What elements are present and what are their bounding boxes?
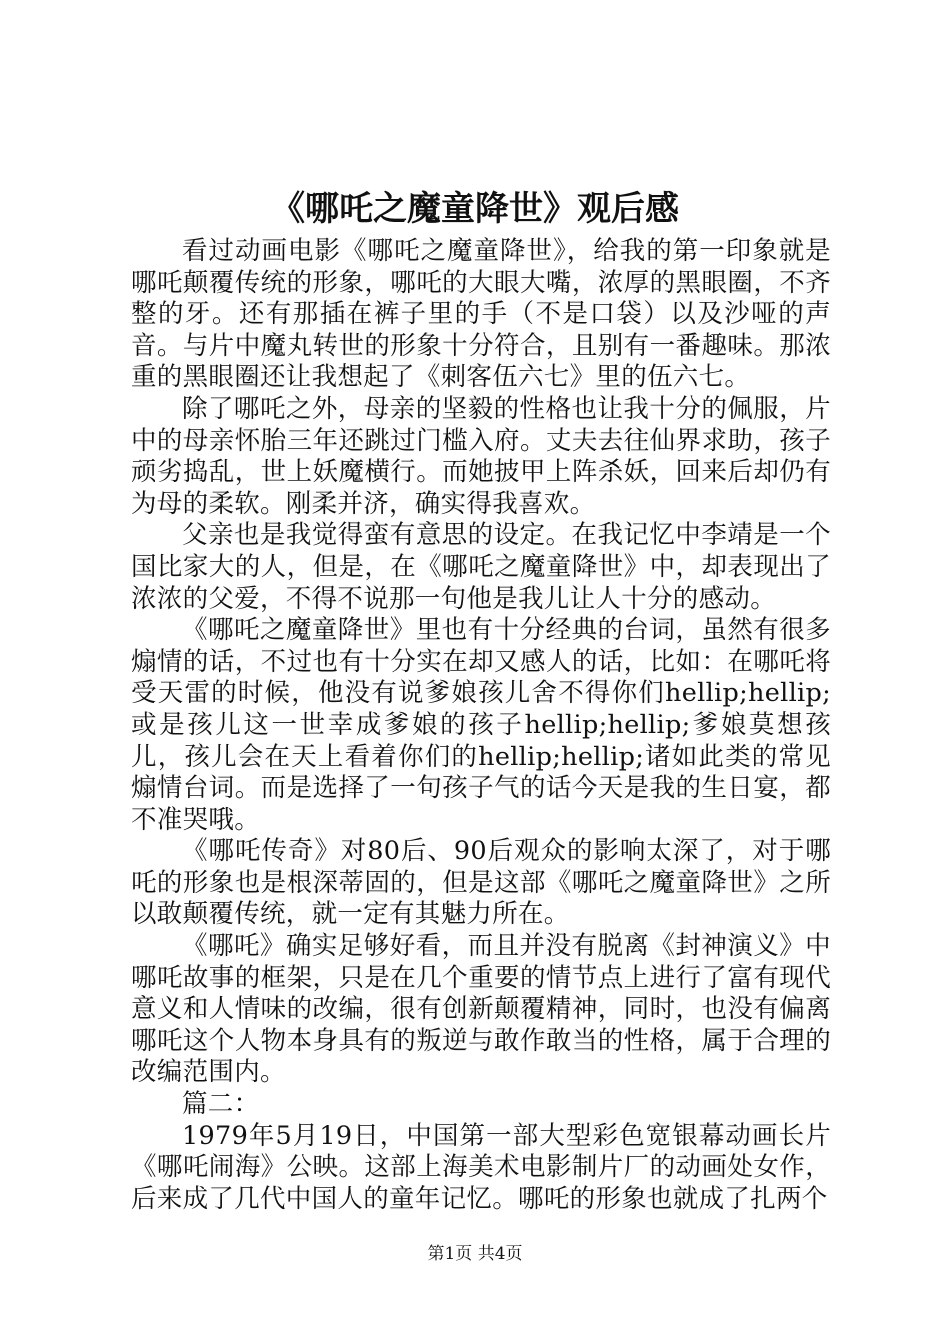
document-title: 《哪吒之魔童降世》观后感 [271,189,679,229]
paragraph-8: 1979年5月19日，中国第一部大型彩色宽银幕动画长片《哪吒闹海》公映。这部上海美术电影制片厂的动画处女作，后来成了几代中国人的童年记忆。哪吒的形象也就成了扎两个 [131,1120,831,1214]
paragraph-2: 除了哪吒之外，母亲的坚毅的性格也让我十分的佩服，片中的母亲怀胎三年还跳过门槛入府。丈夫去往仙界求助，孩子顽劣捣乱，世上妖魔横行。而她披甲上阵杀妖，回来后却仍有为母的柔软。刚柔并济，确实得我喜欢。 [131,393,831,519]
paragraph-6: 《哪吒》确实足够好看，而且并没有脱离《封神演义》中哪吒故事的框架，只是在几个重要的情节点上进行了富有现代意义和人情味的改编，很有创新颠覆精神，同时，也没有偏离哪吒这个人物本身具有的叛逆与敢作敢当的性格，属于合理的改编范围内。 [131,931,831,1088]
document-body [131,236,831,1215]
paragraph-1: 看过动画电影《哪吒之魔童降世》，给我的第一印象就是哪吒颠覆传统的形象，哪吒的大眼大嘴，浓厚的黑眼圈，不齐整的牙。还有那插在裤子里的手（不是口袋）以及沙哑的声音。与片中魔丸转世的形象十分符合，且别有一番趣味。那浓重的黑眼圈还让我想起了《刺客伍六七》里的伍六七。 [131,236,831,393]
paragraph-7: 篇二： [182,1089,260,1120]
paragraph-5: 《哪吒传奇》对80后、90后观众的影响太深了，对于哪吒的形象也是根深蒂固的，但是这部《哪吒之魔童降世》之所以敢颠覆传统，就一定有其魅力所在。 [131,836,831,930]
paragraph-3: 父亲也是我觉得蛮有意思的设定。在我记忆中李靖是一个国比家大的人，但是，在《哪吒之魔童降世》中，却表现出了浓浓的父爱，不得不说那一句他是我儿让人十分的感动。 [131,520,831,614]
paragraph-4: 《哪吒之魔童降世》里也有十分经典的台词，虽然有很多煽情的话，不过也有十分实在却又感人的话，比如：在哪吒将受天雷的时候，他没有说爹娘孩儿舍不得你们hellip;hellip;或是孩儿这一世幸成爹娘的孩子hellip;hellip;爹娘莫想孩儿，孩儿会在天上看着你们的hellip;hellip;诸如此类的常见煽情台词。而是选择了一句孩子气的话今天是我的生日宴，都不准哭哦。 [131,615,831,835]
page-number-footer: 第1页 共4页 [427,1244,523,1264]
